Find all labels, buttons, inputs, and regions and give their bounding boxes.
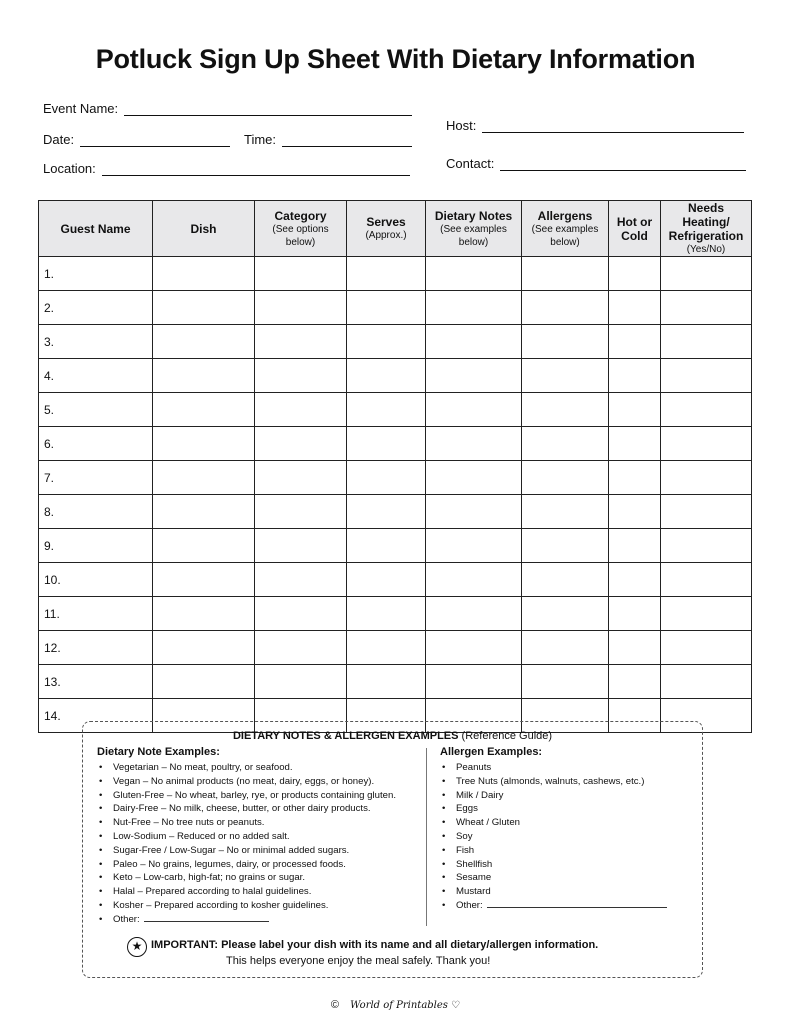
table-cell[interactable] — [426, 325, 522, 359]
row-number-cell[interactable] — [39, 529, 153, 563]
footer — [0, 999, 791, 1011]
table-cell[interactable] — [153, 495, 255, 529]
table-cell[interactable] — [255, 393, 347, 427]
date-line[interactable] — [80, 134, 230, 147]
row-number: 8. — [44, 504, 55, 519]
table-cell[interactable] — [661, 529, 752, 563]
table-cell[interactable] — [609, 325, 661, 359]
column-header — [426, 201, 522, 257]
table-row — [39, 325, 752, 359]
table-cell[interactable] — [661, 597, 752, 631]
table-row — [39, 359, 752, 393]
table-cell[interactable] — [609, 427, 661, 461]
column-header-subtitle: (See examples below) — [440, 223, 507, 248]
table-cell[interactable] — [426, 359, 522, 393]
column-header-label: Category — [274, 208, 327, 223]
dietary-item: • Vegan – No animal products (no meat, dairy, eggs, or honey). — [97, 775, 396, 789]
table-cell[interactable] — [522, 393, 609, 427]
table-cell[interactable] — [153, 325, 255, 359]
row-number-cell[interactable] — [39, 427, 153, 461]
reference-guide — [82, 721, 703, 978]
row-number-cell[interactable] — [39, 461, 153, 495]
table-cell[interactable] — [522, 325, 609, 359]
allergen-item: • Sesame — [440, 871, 667, 885]
table-row — [39, 427, 752, 461]
table-cell[interactable] — [153, 631, 255, 665]
table-cell[interactable] — [255, 665, 347, 699]
time-field[interactable] — [244, 132, 412, 147]
table-cell[interactable] — [347, 631, 426, 665]
table-cell[interactable] — [255, 325, 347, 359]
row-number-cell[interactable] — [39, 393, 153, 427]
table-cell[interactable] — [661, 427, 752, 461]
dietary-other-label: Other: — [113, 913, 140, 925]
column-header — [255, 201, 347, 257]
dietary-item: • Paleo – No grains, legumes, dairy, or processed foods. — [97, 858, 396, 872]
row-number-cell[interactable] — [39, 563, 153, 597]
table-cell[interactable] — [522, 495, 609, 529]
table-cell[interactable] — [661, 461, 752, 495]
row-number: 2. — [44, 300, 55, 315]
table-cell[interactable] — [522, 461, 609, 495]
row-number: 6. — [44, 436, 55, 451]
table-cell[interactable] — [609, 257, 661, 291]
row-number-cell[interactable] — [39, 325, 153, 359]
table-cell[interactable] — [661, 631, 752, 665]
column-divider — [426, 748, 427, 926]
dietary-other-line[interactable] — [144, 913, 269, 922]
table-cell[interactable] — [255, 529, 347, 563]
allergen-item: • Fish — [440, 844, 667, 858]
table-cell[interactable] — [661, 393, 752, 427]
dietary-item: • Gluten-Free – No wheat, barley, rye, or products containing gluten. — [97, 789, 396, 803]
table-cell[interactable] — [609, 529, 661, 563]
table-cell[interactable] — [522, 563, 609, 597]
brand-logo: World of Printables ♡ — [350, 1000, 461, 1011]
important-label: IMPORTANT: — [151, 939, 219, 951]
table-cell[interactable] — [347, 325, 426, 359]
table-cell[interactable] — [426, 631, 522, 665]
date-label: Date: — [43, 132, 75, 147]
date-field[interactable] — [43, 132, 230, 147]
row-number-cell[interactable] — [39, 597, 153, 631]
contact-field[interactable] — [446, 156, 746, 171]
column-header-label: Hot or Cold — [616, 214, 653, 243]
table-cell[interactable] — [522, 665, 609, 699]
column-header — [39, 201, 153, 257]
event-name-field[interactable] — [43, 101, 412, 116]
column-header — [609, 201, 661, 257]
important-line-1 — [151, 939, 598, 951]
dietary-heading: Dietary Note Examples: — [97, 746, 220, 758]
allergen-item: • Tree Nuts (almonds, walnuts, cashews, etc.) — [440, 775, 667, 789]
table-cell[interactable] — [347, 359, 426, 393]
event-name-line[interactable] — [124, 103, 412, 116]
allergen-column — [440, 746, 667, 913]
dietary-column — [97, 746, 396, 927]
location-line[interactable] — [102, 163, 410, 176]
table-cell[interactable] — [426, 461, 522, 495]
dietary-item: • Dairy-Free – No milk, cheese, butter, or other dairy products. — [97, 802, 396, 816]
table-cell[interactable] — [609, 631, 661, 665]
table-cell[interactable] — [522, 631, 609, 665]
column-header — [522, 201, 609, 257]
table-cell[interactable] — [609, 291, 661, 325]
table-cell[interactable] — [661, 563, 752, 597]
row-number-cell[interactable] — [39, 359, 153, 393]
table-cell[interactable] — [255, 427, 347, 461]
column-header-subtitle: (See options below) — [272, 223, 329, 248]
table-cell[interactable] — [426, 393, 522, 427]
dietary-item: • Halal – Prepared according to halal guidelines. — [97, 885, 396, 899]
table-cell[interactable] — [153, 359, 255, 393]
important-line-2: This helps everyone enjoy the meal safely. Thank you! — [226, 955, 491, 967]
row-number-cell[interactable] — [39, 631, 153, 665]
table-cell[interactable] — [661, 665, 752, 699]
table-cell[interactable] — [661, 325, 752, 359]
dietary-item: • Low-Sodium – Reduced or no added salt. — [97, 830, 396, 844]
row-number-cell[interactable] — [39, 665, 153, 699]
table-cell[interactable] — [522, 529, 609, 563]
table-cell[interactable] — [255, 461, 347, 495]
allergen-list — [440, 761, 667, 899]
table-cell[interactable] — [153, 665, 255, 699]
table-row — [39, 665, 752, 699]
column-header-label: Dish — [190, 221, 217, 236]
table-cell[interactable] — [255, 563, 347, 597]
table-cell[interactable] — [347, 427, 426, 461]
page-title: Potluck Sign Up Sheet With Dietary Information — [95, 44, 696, 74]
table-cell[interactable] — [347, 529, 426, 563]
table-cell[interactable] — [347, 597, 426, 631]
column-header-label: Allergens — [537, 208, 593, 223]
dietary-item: • Kosher – Prepared according to kosher guidelines. — [97, 899, 396, 913]
table-cell[interactable] — [255, 597, 347, 631]
table-row — [39, 291, 752, 325]
table-cell[interactable] — [609, 495, 661, 529]
allergen-other-item[interactable] — [440, 899, 667, 913]
table-row — [39, 631, 752, 665]
table-cell[interactable] — [347, 291, 426, 325]
table-cell[interactable] — [153, 461, 255, 495]
table-row — [39, 461, 752, 495]
table-cell[interactable] — [609, 665, 661, 699]
row-number: 5. — [44, 402, 55, 417]
table-cell[interactable] — [347, 563, 426, 597]
allergen-item: • Peanuts — [440, 761, 667, 775]
column-header — [153, 201, 255, 257]
allergen-item: • Wheat / Gluten — [440, 816, 667, 830]
row-number: 3. — [44, 334, 55, 349]
dietary-item: • Keto – Low-carb, high-fat; no grains or sugar. — [97, 871, 396, 885]
table-cell[interactable] — [347, 665, 426, 699]
table-cell[interactable] — [426, 563, 522, 597]
table-cell[interactable] — [609, 393, 661, 427]
column-header-label: Needs Heating/ Refrigeration — [668, 201, 744, 243]
row-number-cell[interactable] — [39, 495, 153, 529]
table-cell[interactable] — [426, 529, 522, 563]
allergen-other-label: Other: — [456, 899, 483, 911]
time-line[interactable] — [282, 134, 412, 147]
dietary-other-item[interactable] — [97, 913, 396, 927]
table-row — [39, 257, 752, 291]
table-cell[interactable] — [347, 461, 426, 495]
row-number: 11. — [44, 606, 60, 621]
reference-title-text: DIETARY NOTES & ALLERGEN EXAMPLES — [232, 730, 459, 742]
table-cell[interactable] — [426, 257, 522, 291]
time-label: Time: — [244, 132, 277, 147]
table-cell[interactable] — [522, 359, 609, 393]
table-cell[interactable] — [153, 529, 255, 563]
table-cell[interactable] — [661, 291, 752, 325]
column-header — [347, 201, 426, 257]
table-cell[interactable] — [347, 495, 426, 529]
table-row — [39, 495, 752, 529]
location-field[interactable] — [43, 161, 410, 176]
table-cell[interactable] — [255, 495, 347, 529]
reference-title — [83, 730, 702, 742]
table-row — [39, 563, 752, 597]
table-cell[interactable] — [153, 393, 255, 427]
row-number: 4. — [44, 368, 55, 383]
table-cell[interactable] — [347, 257, 426, 291]
table-cell[interactable] — [255, 291, 347, 325]
table-body — [39, 257, 752, 733]
table-cell[interactable] — [426, 427, 522, 461]
column-header-label: Guest Name — [60, 221, 131, 236]
allergen-item: • Soy — [440, 830, 667, 844]
important-text: Please label your dish with its name and all dietary/allergen information. — [221, 939, 599, 951]
column-header-subtitle: (Yes/No) — [686, 244, 726, 255]
signup-table — [38, 200, 752, 733]
column-header-subtitle: (See examples below) — [531, 223, 599, 248]
column-header-subtitle: (Approx.) — [365, 230, 407, 241]
table-cell[interactable] — [255, 359, 347, 393]
table-cell[interactable] — [153, 563, 255, 597]
table-cell[interactable] — [153, 597, 255, 631]
host-label: Host: — [446, 118, 477, 133]
allergen-item: • Milk / Dairy — [440, 789, 667, 803]
contact-line[interactable] — [500, 158, 746, 171]
table-cell[interactable] — [255, 257, 347, 291]
table-cell[interactable] — [609, 597, 661, 631]
dietary-list — [97, 761, 396, 913]
table-header-row — [39, 201, 752, 257]
row-number-cell[interactable] — [39, 291, 153, 325]
table-cell[interactable] — [426, 291, 522, 325]
allergen-other-line[interactable] — [487, 899, 667, 908]
allergen-heading: Allergen Examples: — [440, 746, 543, 758]
copyright-icon: © — [330, 999, 340, 1011]
row-number: 13. — [44, 674, 61, 689]
row-number: 9. — [44, 538, 55, 553]
table-cell[interactable] — [522, 257, 609, 291]
column-header-label: Dietary Notes — [434, 208, 513, 223]
table-cell[interactable] — [153, 427, 255, 461]
table-cell[interactable] — [609, 461, 661, 495]
table-cell[interactable] — [522, 427, 609, 461]
location-label: Location: — [43, 161, 96, 176]
row-number: 12. — [44, 640, 61, 655]
table-cell[interactable] — [609, 563, 661, 597]
event-name-label: Event Name: — [43, 101, 119, 116]
host-line[interactable] — [482, 120, 744, 133]
table-cell[interactable] — [609, 359, 661, 393]
allergen-item: • Mustard — [440, 885, 667, 899]
table-cell[interactable] — [661, 257, 752, 291]
dietary-item: • Nut-Free – No tree nuts or peanuts. — [97, 816, 396, 830]
table-cell[interactable] — [661, 495, 752, 529]
column-header-label: Serves — [366, 215, 406, 229]
table-row — [39, 393, 752, 427]
allergen-item: • Eggs — [440, 802, 667, 816]
contact-label: Contact: — [446, 156, 495, 171]
dietary-item: • Sugar-Free / Low-Sugar – No or minimal added sugars. — [97, 844, 396, 858]
reference-subtitle: (Reference Guide) — [461, 730, 553, 742]
table-cell[interactable] — [661, 359, 752, 393]
table-row — [39, 597, 752, 631]
column-header — [661, 201, 752, 257]
table-cell[interactable] — [153, 257, 255, 291]
table-cell[interactable] — [522, 597, 609, 631]
table-cell[interactable] — [426, 665, 522, 699]
star-icon: ★ — [127, 937, 147, 957]
row-number: 7. — [44, 470, 55, 485]
table-cell[interactable] — [153, 291, 255, 325]
table-cell[interactable] — [255, 631, 347, 665]
table-cell[interactable] — [426, 495, 522, 529]
row-number: 10. — [44, 572, 61, 587]
table-cell[interactable] — [426, 597, 522, 631]
row-number: 14. — [44, 708, 61, 723]
host-field[interactable] — [446, 118, 744, 133]
table-cell[interactable] — [347, 393, 426, 427]
table-row — [39, 529, 752, 563]
allergen-item: • Shellfish — [440, 858, 667, 872]
row-number-cell[interactable] — [39, 257, 153, 291]
dietary-item: • Vegetarian – No meat, poultry, or seafood. — [97, 761, 396, 775]
row-number: 1. — [44, 266, 55, 281]
table-cell[interactable] — [522, 291, 609, 325]
